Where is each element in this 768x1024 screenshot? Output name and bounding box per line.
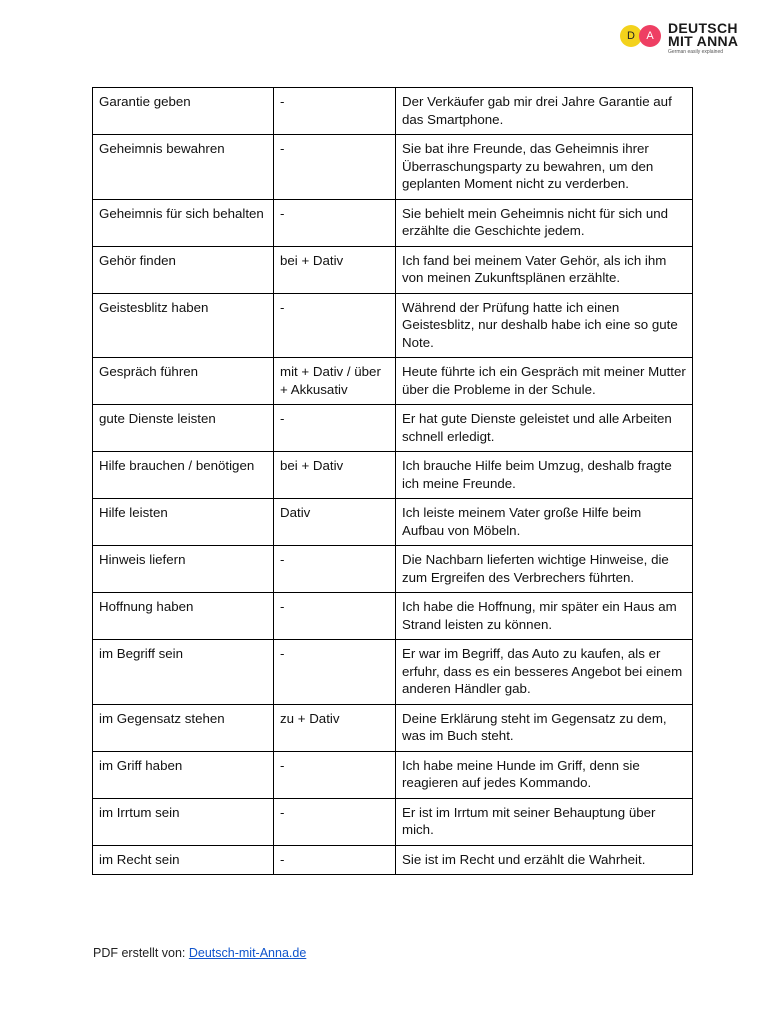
cell-example: Ich fand bei meinem Vater Gehör, als ich ihm von meinen Zukunftsplänen erzählte. (396, 246, 693, 293)
table-row (93, 640, 693, 705)
footer-link[interactable]: Deutsch-mit-Anna.de (188, 946, 307, 960)
cell-example: Er war im Begriff, das Auto zu kaufen, als er erfuhr, dass es ein besseres Angebot bei einem anderen Händler gab. (396, 640, 693, 705)
cell-case: - (274, 135, 396, 200)
logo-tagline: German easily explained (668, 49, 724, 55)
table-row (93, 358, 693, 405)
vocabulary-table-body (93, 88, 693, 875)
cell-example: Sie behielt mein Geheimnis nicht für sich und erzählte die Geschichte jedem. (396, 199, 693, 246)
cell-example: Deine Erklärung steht im Gegensatz zu dem, was im Buch steht. (396, 704, 693, 751)
cell-example: Sie bat ihre Freunde, das Geheimnis ihrer Überraschungsparty zu bewahren, um den geplanten Moment nicht zu verderben. (396, 135, 693, 200)
cell-phrase: im Griff haben (93, 751, 274, 798)
cell-example: Der Verkäufer gab mir drei Jahre Garantie auf das Smartphone. (396, 88, 693, 135)
cell-phrase: Gespräch führen (93, 358, 274, 405)
table-row (93, 845, 693, 875)
cell-phrase: gute Dienste leisten (93, 405, 274, 452)
logo-heart-a: A (639, 25, 661, 47)
cell-case: bei + Dativ (274, 452, 396, 499)
cell-example: Sie ist im Recht und erzählt die Wahrheit. (396, 845, 693, 875)
logo-letter-d: D (620, 25, 642, 47)
table-row (93, 135, 693, 200)
cell-phrase: Hilfe leisten (93, 499, 274, 546)
table-row (93, 751, 693, 798)
table-row (93, 452, 693, 499)
cell-phrase: im Gegensatz stehen (93, 704, 274, 751)
cell-phrase: im Begriff sein (93, 640, 274, 705)
cell-example: Heute führte ich ein Gespräch mit meiner Mutter über die Probleme in der Schule. (396, 358, 693, 405)
cell-example: Während der Prüfung hatte ich einen Geistesblitz, nur deshalb habe ich eine so gute Note. (396, 293, 693, 358)
cell-example: Ich brauche Hilfe beim Umzug, deshalb fragte ich meine Freunde. (396, 452, 693, 499)
table-row (93, 546, 693, 593)
logo-line-1: DEUTSCH (668, 20, 738, 36)
cell-case: mit + Dativ / über + Akkusativ (274, 358, 396, 405)
cell-phrase: Hinweis liefern (93, 546, 274, 593)
cell-phrase: im Recht sein (93, 845, 274, 875)
cell-phrase: Geistesblitz haben (93, 293, 274, 358)
table-row (93, 798, 693, 845)
table-row (93, 88, 693, 135)
cell-case: - (274, 640, 396, 705)
cell-case: - (274, 88, 396, 135)
table-row (93, 199, 693, 246)
cell-case: - (274, 798, 396, 845)
cell-phrase: Garantie geben (93, 88, 274, 135)
cell-phrase: Hoffnung haben (93, 593, 274, 640)
cell-case: - (274, 845, 396, 875)
cell-example: Er hat gute Dienste geleistet und alle Arbeiten schnell erledigt. (396, 405, 693, 452)
table-row (93, 704, 693, 751)
cell-phrase: Hilfe brauchen / benötigen (93, 452, 274, 499)
table-row (93, 246, 693, 293)
cell-case: - (274, 546, 396, 593)
cell-example: Ich habe die Hoffnung, mir später ein Haus am Strand leisten zu können. (396, 593, 693, 640)
cell-case: Dativ (274, 499, 396, 546)
footer-prefix: PDF erstellt von: (93, 946, 186, 960)
cell-case: - (274, 593, 396, 640)
cell-case: zu + Dativ (274, 704, 396, 751)
cell-example: Die Nachbarn lieferten wichtige Hinweise, die zum Ergreifen des Verbrechers führten. (396, 546, 693, 593)
cell-example: Er ist im Irrtum mit seiner Behauptung über mich. (396, 798, 693, 845)
table-row (93, 405, 693, 452)
table-row (93, 499, 693, 546)
vocabulary-table (92, 87, 693, 875)
brand-logo (620, 20, 750, 55)
cell-phrase: im Irrtum sein (93, 798, 274, 845)
cell-phrase: Geheimnis bewahren (93, 135, 274, 200)
cell-phrase: Gehör finden (93, 246, 274, 293)
cell-example: Ich habe meine Hunde im Griff, denn sie reagieren auf jedes Kommando. (396, 751, 693, 798)
cell-case: - (274, 751, 396, 798)
footer (93, 946, 306, 960)
logo-line-2: MIT ANNA (668, 33, 739, 49)
cell-example: Ich leiste meinem Vater große Hilfe beim Aufbau von Möbeln. (396, 499, 693, 546)
cell-case: - (274, 405, 396, 452)
cell-case: - (274, 199, 396, 246)
cell-phrase: Geheimnis für sich behalten (93, 199, 274, 246)
cell-case: - (274, 293, 396, 358)
cell-case: bei + Dativ (274, 246, 396, 293)
table-row (93, 293, 693, 358)
table-row (93, 593, 693, 640)
logo-wordmark (668, 22, 738, 48)
